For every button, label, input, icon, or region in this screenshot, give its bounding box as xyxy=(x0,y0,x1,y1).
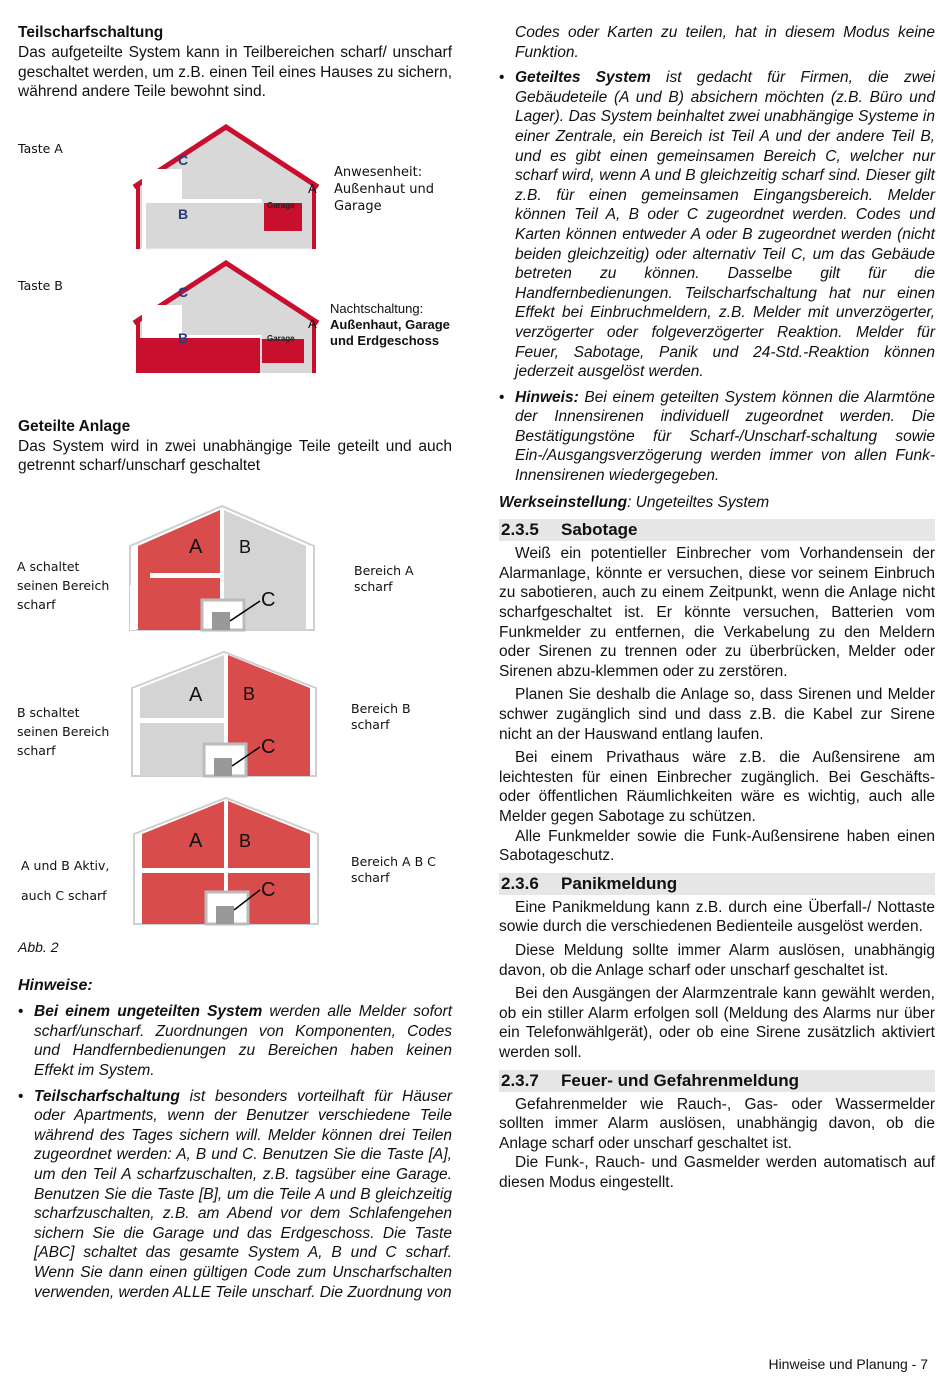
house2-label-c: C xyxy=(178,284,189,300)
geteilt-block xyxy=(18,417,452,476)
row3-right-text xyxy=(351,854,436,886)
split-house-svg xyxy=(120,500,330,930)
house-2 xyxy=(134,263,318,373)
house2-note-line: und Erdgeschoss xyxy=(330,333,440,348)
hinweise-heading: Hinweise: xyxy=(18,976,93,994)
diagram-teilscharfschaltung xyxy=(0,115,470,385)
row3-right-line: Bereich A B C xyxy=(351,854,436,869)
row2-left-text xyxy=(17,703,109,760)
row1-left-line: A schaltet xyxy=(17,559,80,574)
section-title: Feuer- und Gefahrenmeldung xyxy=(561,1070,800,1090)
panik-p1: Eine Panikmeldung kann z.B. durch eine Überfall-/ Nottaste sowie durch die verschiedenen Bedienteile ausgelöst werden. xyxy=(499,898,935,936)
bullet-teilscharf xyxy=(18,1087,452,1303)
row2-left-line: seinen Bereich xyxy=(17,724,110,739)
werkseinstellung-text: : Ungeteiltes System xyxy=(627,493,770,511)
panik-p2: Diese Meldung sollte immer Alarm auslösen, unabhängig davon, ob die Anlage scharf oder unscharf geschaltet ist. xyxy=(499,941,935,979)
split1-label-a: A xyxy=(189,536,203,558)
house1-label-c: C xyxy=(178,152,189,168)
sabotage-p4: Alle Funkmelder sowie die Funk-Außensirene haben einen Sabotageschutz. xyxy=(499,827,935,865)
row1-right-text xyxy=(354,563,414,595)
row2-right-text xyxy=(351,701,411,733)
house2-note-line: Nachtschaltung: xyxy=(330,301,424,316)
row2-left-line: scharf xyxy=(17,743,56,758)
panik-p3: Bei den Ausgängen der Alarmzentrale kann gewählt werden, ob ein stiller Alarm erfolgen soll (Meldung des Alarms nur über ein Telefonwählgerät), oder ob eine Sirene zusätzlich aktiviert werden soll. xyxy=(499,985,935,1061)
sabotage-p1: Weiß ein potentieller Einbrecher vom Vorhandensein der Alarmanlage, könnte er versuchen, diese vor seinem Einbruch zu sabotieren, auch zu einem Zeitpunkt, wenn die Anlage nicht scharfgeschaltet ist. Er könnte versuchen, Batterien vom Funkmelder zu entfernen, die Verkabelung zu den Meldern oder Sirenen zu trennen oder zu überbrücken, Melder oder Sirenen abzu-klemmen oder zu zerstören. xyxy=(499,545,935,680)
right-column xyxy=(499,23,935,1192)
heading-teilscharfschaltung: Teilscharfschaltung xyxy=(18,24,164,41)
house-diagram-svg xyxy=(128,123,338,373)
bullet-hinweis xyxy=(499,388,935,486)
abb-caption: Abb. 2 xyxy=(18,939,59,955)
section-title: Panikmeldung xyxy=(561,873,678,893)
row1-left-line: scharf xyxy=(17,597,56,612)
bullet-geteilt-bold: Geteiltes System xyxy=(515,69,651,87)
label-taste-a: Taste A xyxy=(18,141,63,156)
row3-left-line: auch C scharf xyxy=(21,888,107,903)
section-number: 2.3.6 xyxy=(501,873,539,893)
bullet-teilscharf-text: ist besonders vorteilhaft für Häuser oder Apartments, wenn der Benutzer verschiedene Teile während des Tages sichern will. Melder können drei Teilen zugeordnet werden: A, B und C. Benutzen Sie die Taste [A], um den Teil A scharfzuschalten, z.B. tagsüber eine Garage. Benutzen Sie die Taste [B], um die Teile A und B gleichzeitig scharfzuschalten, z.B. am Abend vor dem Schlafengehen sichern Sie die Garage und das Erdgeschoss. Die Taste [ABC] schaltet das gesamte System A, B und C scharf. Wenn Sie dann einen gültigen Code zum Unscharfschalten verwenden, werden ALLE Teile unscharf. Die Zuordnung von xyxy=(34,1087,452,1301)
section-2-3-5 xyxy=(499,519,935,541)
bullet-hinweis-text: Bei einem geteilten System können die Alarmtöne der Innensirenen individuell zugeordnet werden. Die Bestätigungstöne für Scharf-/Unscharf-schaltung sowie Ein-/Ausgangsverzögerung werden immer von allen Funk-Innensirenen wiedergegeben. xyxy=(515,388,935,485)
row3-left-text xyxy=(21,851,109,911)
split-house-2 xyxy=(132,652,316,776)
split2-label-b: B xyxy=(243,684,256,704)
section-title: Sabotage xyxy=(561,520,638,540)
bullet-hinweis-bold: Hinweis: xyxy=(515,388,579,406)
row2-left-line: B schaltet xyxy=(17,705,80,720)
house2-label-a: A xyxy=(308,316,317,331)
cont-text: Codes oder Karten zu teilen, hat in diesem Modus keine Funktion. xyxy=(515,24,935,61)
diagram-geteilte-anlage xyxy=(0,500,470,930)
house1-note-line: Garage xyxy=(334,199,382,214)
split3-label-a: A xyxy=(189,830,203,852)
split2-label-c: C xyxy=(261,736,276,758)
werkseinstellung-bold: Werkseinstellung xyxy=(499,493,628,511)
split-house-3 xyxy=(134,798,318,924)
split3-label-b: B xyxy=(239,831,252,851)
geteilt-text: Das System wird in zwei unabhängige Teile geteilt und auch getrennt scharf/unscharf geschaltet xyxy=(18,437,452,475)
row1-right-line: Bereich A xyxy=(354,563,414,578)
house-1 xyxy=(134,127,318,249)
split3-label-c: C xyxy=(261,879,276,901)
split1-label-b: B xyxy=(239,537,252,557)
bullet-teilscharf-bold: Teilscharfschaltung xyxy=(34,1087,180,1105)
heading-geteilte-anlage: Geteilte Anlage xyxy=(18,418,131,435)
bullet-ungeteilt xyxy=(18,1002,452,1080)
row2-right-line: scharf xyxy=(351,717,390,732)
section-2-3-7 xyxy=(499,1070,935,1092)
house1-note xyxy=(334,164,434,215)
bullet-ungeteilt-bold: Bei einem ungeteilten System xyxy=(34,1003,263,1021)
werkseinstellung xyxy=(499,493,935,513)
house2-note-line: Außenhaut, Garage xyxy=(330,317,450,332)
bullet-geteilt-text: ist gedacht für Firmen, die zwei Gebäudeteile (A und B) absichern möchten (z.B. Büro und Lager). Das System beinhaltet zwei unabhängige Systeme in einer Zentrale, ein Bereich ist Teil A und der andere Teil B, und es gibt einen gemeinsamen Bereich C, welcher nur scharf wird, wenn A und B gleichzeitig scharf sind. Dieser gilt z.B. für einen gemeinsamen Eingangsbereich. Melder können Teil A, B oder C zugeordnet werden. Codes und Karten können entweder A oder B zugeordnet werden (nicht beiden gleichzeitig) oder alternativ Teil C, um das Gebäude betreten zu können. Dasselbe gilt für die Handfernbedienungen. Teilscharfschaltung hat nur einen Effekt bei Einbruchmeldern, z.B. Melder mit unverzögerter, verzögerter oder folgeverzögerter Reaktion. Melder für Feuer, Sabotage, Panik und 24-Std.-Reaktion können jederzeit ausgelöst werden. xyxy=(515,69,935,381)
section-2-3-6 xyxy=(499,873,935,895)
house2-label-b: B xyxy=(178,330,189,346)
row3-right-line: scharf xyxy=(351,870,390,885)
sabotage-p2: Planen Sie deshalb die Anlage so, dass Sirenen und Melder schwer zugänglich sind und dass z.B. die Kabel zur Sirene nicht an der Hauswand entlang laufen. xyxy=(499,686,935,743)
row1-right-line: scharf xyxy=(354,579,393,594)
bullet-ungeteilt-text: werden alle Melder sofort scharf/unscharf. Zuordnungen von Komponenten, Codes und Handfernbedienungen zu Bereichen haben keinen Effekt im System. xyxy=(34,1003,452,1079)
house1-label-garage: Garage xyxy=(267,201,295,210)
house1-label-b: B xyxy=(178,206,189,222)
label-taste-b: Taste B xyxy=(18,278,63,293)
sabotage-p3: Bei einem Privathaus wäre z.B. die Außensirene am leichtesten für einen Einbrecher zugänglich. Bei Geschäfts- oder öffentlichen Räumlichkeiten wäre es wichtig, auch alle Melder gegen Sabotage zu schützen. xyxy=(499,749,935,825)
house2-note xyxy=(330,301,450,349)
house2-label-garage: Garage xyxy=(267,334,295,343)
split1-label-c: C xyxy=(261,589,276,611)
page-footer: Hinweise und Planung - 7 xyxy=(768,1356,928,1372)
section-number: 2.3.5 xyxy=(501,520,539,540)
row1-left-line: seinen Bereich xyxy=(17,578,110,593)
row2-right-line: Bereich B xyxy=(351,701,411,716)
teil-text: Das aufgeteilte System kann in Teilbereichen scharf/ unscharf geschaltet werden, um z.B. einen Teil eines Hauses zu sichern, während andere Teile bewohnt sind. xyxy=(18,44,452,101)
split2-label-a: A xyxy=(189,684,203,706)
row3-left-line: A und B Aktiv, xyxy=(21,858,110,873)
house1-label-a: A xyxy=(308,181,317,196)
hinweise-block xyxy=(18,938,452,1302)
bullet-geteilt xyxy=(499,68,935,382)
feuer-p2: Die Funk-, Rauch- und Gasmelder werden automatisch auf diesen Modus eingestellt. xyxy=(499,1154,935,1191)
feuer-p1: Gefahrenmelder wie Rauch-, Gas- oder Wassermelder sollten immer Alarm auslösen, unabhängig davon, ob die Anlage scharf oder unscharf geschaltet ist. xyxy=(499,1095,935,1152)
row1-left-text xyxy=(17,557,109,614)
section-number: 2.3.7 xyxy=(501,1070,539,1090)
split-house-1 xyxy=(130,506,314,630)
house1-note-line: Anwesenheit: xyxy=(334,165,423,180)
house1-note-line: Außenhaut und xyxy=(334,182,434,197)
